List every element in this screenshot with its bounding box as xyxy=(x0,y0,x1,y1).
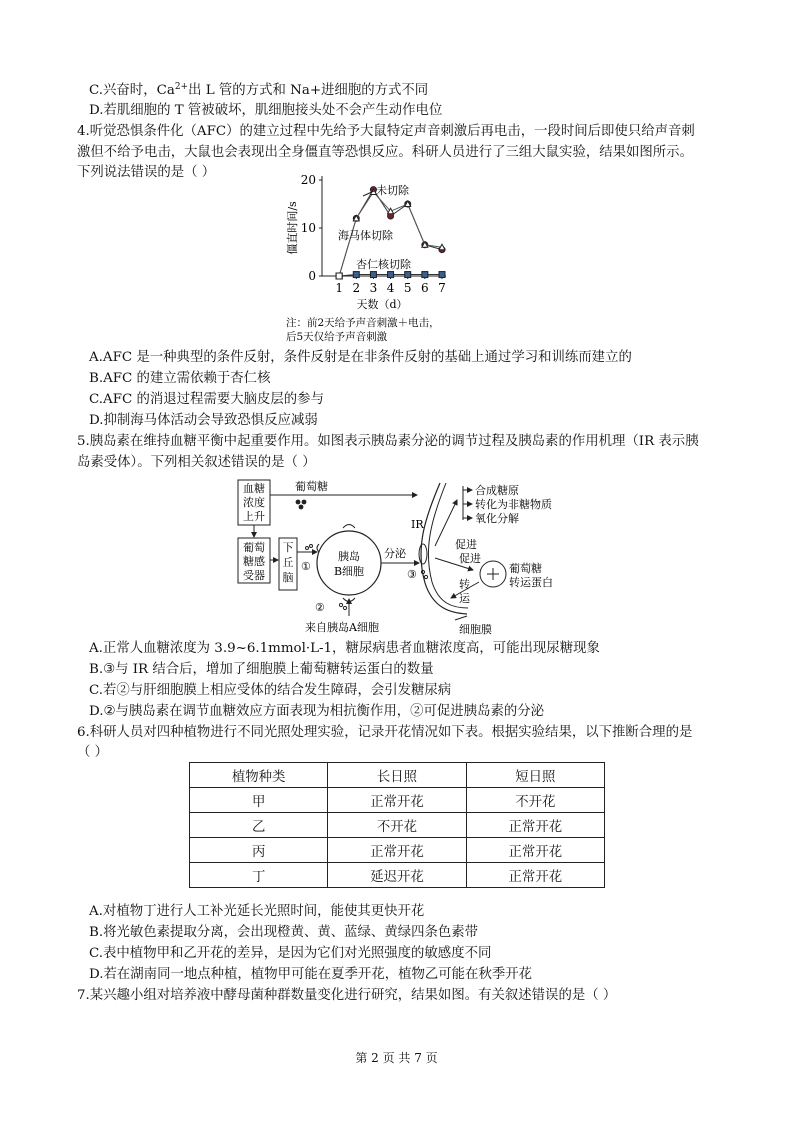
afc-line-chart xyxy=(270,172,490,344)
table-header-row xyxy=(190,763,605,788)
table-cell: 正常开花 xyxy=(466,838,604,863)
q5-option-b: B.③与 IR 结合后，增加了细胞膜上葡萄糖转运蛋白的数量 xyxy=(89,662,434,677)
page-footer: 第 2 页 共 7 页 xyxy=(355,1051,438,1065)
y-axis-label: 僵直时间/s xyxy=(286,201,299,255)
q3-option-d: D.若肌细胞的 T 管被破坏，肌细胞接头处不会产生动作电位 xyxy=(89,103,443,118)
membrane-label: 细胞膜 xyxy=(459,623,492,636)
transporter-label: 转运蛋白 xyxy=(509,576,553,589)
receptor-label: 糖感 xyxy=(243,555,265,568)
table-cell: 正常开花 xyxy=(328,788,466,813)
q6-option-c: C.表中植物甲和乙开花的差异，是因为它们对光照强度的敏感度不同 xyxy=(89,946,492,961)
circle-2-label: ② xyxy=(315,601,325,614)
data-point xyxy=(336,273,342,279)
data-point xyxy=(422,272,428,278)
table-cell: 正常开花 xyxy=(466,863,604,888)
x-tick-label: 6 xyxy=(421,281,429,295)
q6-stem-line: （ ） xyxy=(77,745,109,760)
data-point xyxy=(370,272,376,278)
circle-1-label: ① xyxy=(301,560,311,573)
table-cell: 乙 xyxy=(190,813,328,838)
chart-note: 注：前2天给予声音刺激＋电击， xyxy=(286,317,440,329)
q3-option-c: C.兴奋时，$Ca^{2+}$出 L 管的方式和 Na+进细胞的方式不同 xyxy=(89,82,429,98)
secrete-label: 分泌 xyxy=(384,547,406,560)
table-cell: 延迟开花 xyxy=(328,863,466,888)
q5-option-c: C.若②与肝细胞膜上相应受体的结合发生障碍，会引发糖尿病 xyxy=(89,683,452,698)
transport-label: 运 xyxy=(459,592,470,605)
receptor-label: 葡萄 xyxy=(243,541,265,554)
hypothalamus-label: 丘 xyxy=(282,556,294,569)
series-label: 杏仁核切除 xyxy=(356,258,411,271)
q4-option-a: A.AFC 是一种典型的条件反射，条件反射是在非条件反射的基础上通过学习和训练而建立的 xyxy=(89,350,632,365)
q5-stem-line: 岛素受体）。下列相关叙述错误的是（ ） xyxy=(77,455,316,470)
table-row xyxy=(190,788,605,813)
table-cell: 丙 xyxy=(190,838,328,863)
data-point xyxy=(405,272,411,278)
from-a-cell-label: 来自胰岛A细胞 xyxy=(305,621,379,634)
table-row xyxy=(190,838,605,863)
table-cell: 不开花 xyxy=(328,813,466,838)
q6-option-d: D.若在湖南同一地点种植，植物甲可能在夏季开花，植物乙可能在秋季开花 xyxy=(89,967,533,982)
transporter-label: 葡萄糖 xyxy=(509,562,542,575)
islet-b-cell xyxy=(317,531,381,595)
outcome-label: 合成糖原 xyxy=(475,484,519,497)
x-axis-label: 天数（d） xyxy=(356,298,408,311)
q4-option-d: D.抑制海马体活动会导致恐惧反应减弱 xyxy=(89,413,318,428)
promote-label: 促进 xyxy=(459,552,481,565)
table-cell: 正常开花 xyxy=(328,838,466,863)
y-tick-label: 10 xyxy=(300,221,316,235)
q5-option-d: D.②与胰岛素在调节血糖效应方面表现为相抗衡作用，②可促进胰岛素的分泌 xyxy=(89,704,545,719)
y-tick-label: 0 xyxy=(308,269,316,283)
table-header-cell: 短日照 xyxy=(466,763,604,788)
glucose-rise-label: 血糖 xyxy=(243,482,265,495)
chart-note: 后5天仅给予声音刺激 xyxy=(286,331,388,343)
q5-option-a: A.正常人血糖浓度为 3.9~6.1mmol·L-1，糖尿病患者血糖浓度高，可能出现尿糖现象 xyxy=(89,641,600,656)
x-tick-label: 2 xyxy=(352,281,361,295)
x-tick-label: 4 xyxy=(386,281,395,295)
islet-cell-label: 胰岛 xyxy=(338,550,360,563)
outcome-label: 转化为非糖物质 xyxy=(475,498,552,511)
flowering-table xyxy=(189,762,605,888)
table-cell: 正常开花 xyxy=(466,813,604,838)
insulin-regulation-diagram xyxy=(235,478,565,636)
glucose-rise-label: 浓度 xyxy=(243,496,265,509)
ir-label: IR xyxy=(411,518,424,531)
outcome-label: 氧化分解 xyxy=(475,512,519,525)
q6-option-b: B.将光敏色素提取分离，会出现橙黄、黄、蓝绿、黄绿四条色素带 xyxy=(89,925,479,940)
x-tick-label: 7 xyxy=(438,281,446,295)
receptor-label: 受器 xyxy=(243,569,265,582)
x-tick-label: 3 xyxy=(369,281,378,295)
q4-option-b: B.AFC 的建立需依赖于杏仁核 xyxy=(89,371,271,386)
table-header-cell: 植物种类 xyxy=(190,763,328,788)
glucose-label: 葡萄糖 xyxy=(295,480,328,493)
insulin-receptor xyxy=(419,544,427,564)
table-row xyxy=(190,863,605,888)
hypothalamus-label: 下 xyxy=(282,541,294,554)
q4-option-c: C.AFC 的消退过程需要大脑皮层的参与 xyxy=(89,392,324,407)
circle-3-label: ③ xyxy=(407,568,417,581)
table-row xyxy=(190,813,605,838)
q7-stem-line: 7.某兴趣小组对培养液中酵母菌种群数量变化进行研究，结果如图。有关叙述错误的是（ ） xyxy=(77,988,617,1003)
q4-stem-line: 激但不给予电击，大鼠也会表现出全身僵直等恐惧反应。科研人员进行了三组大鼠实验，结果如图所示。 xyxy=(77,145,693,160)
islet-cell-label: B细胞 xyxy=(333,565,365,578)
data-point xyxy=(388,272,394,278)
transport-label: 转 xyxy=(459,578,470,591)
promote-label: 促进 xyxy=(455,538,477,551)
x-tick-label: 5 xyxy=(403,281,412,295)
series-label: 未切除 xyxy=(376,184,409,197)
hypothalamus-label: 脑 xyxy=(282,571,294,584)
q5-stem-line: 5.胰岛素在维持血糖平衡中起重要作用。如图表示胰岛素分泌的调节过程及胰岛素的作用机理（IR 表示胰 xyxy=(77,434,699,449)
q6-stem-line: 6.科研人员对四种植物进行不同光照处理实验，记录开花情况如下表。根据实验结果，以下推断合理的是 xyxy=(77,725,693,740)
table-header-cell: 长日照 xyxy=(328,763,466,788)
data-point xyxy=(439,272,445,278)
q6-option-a: A.对植物丁进行人工补光延长光照时间，能使其更快开花 xyxy=(89,904,425,919)
series-label: 海马体切除 xyxy=(338,229,393,242)
q4-stem-line: 下列说法错误的是（ ） xyxy=(77,165,216,180)
table-cell: 甲 xyxy=(190,788,328,813)
q4-stem-line: 4.听觉恐惧条件化（AFC）的建立过程中先给予大鼠特定声音刺激后再电击，一段时间后即使只给声音刺 xyxy=(77,124,695,139)
glucose-rise-label: 上升 xyxy=(243,510,265,523)
table-cell: 丁 xyxy=(190,863,328,888)
x-tick-label: 1 xyxy=(335,281,343,295)
y-tick-label: 20 xyxy=(300,173,316,187)
data-point xyxy=(353,272,359,278)
table-cell: 不开花 xyxy=(466,788,604,813)
